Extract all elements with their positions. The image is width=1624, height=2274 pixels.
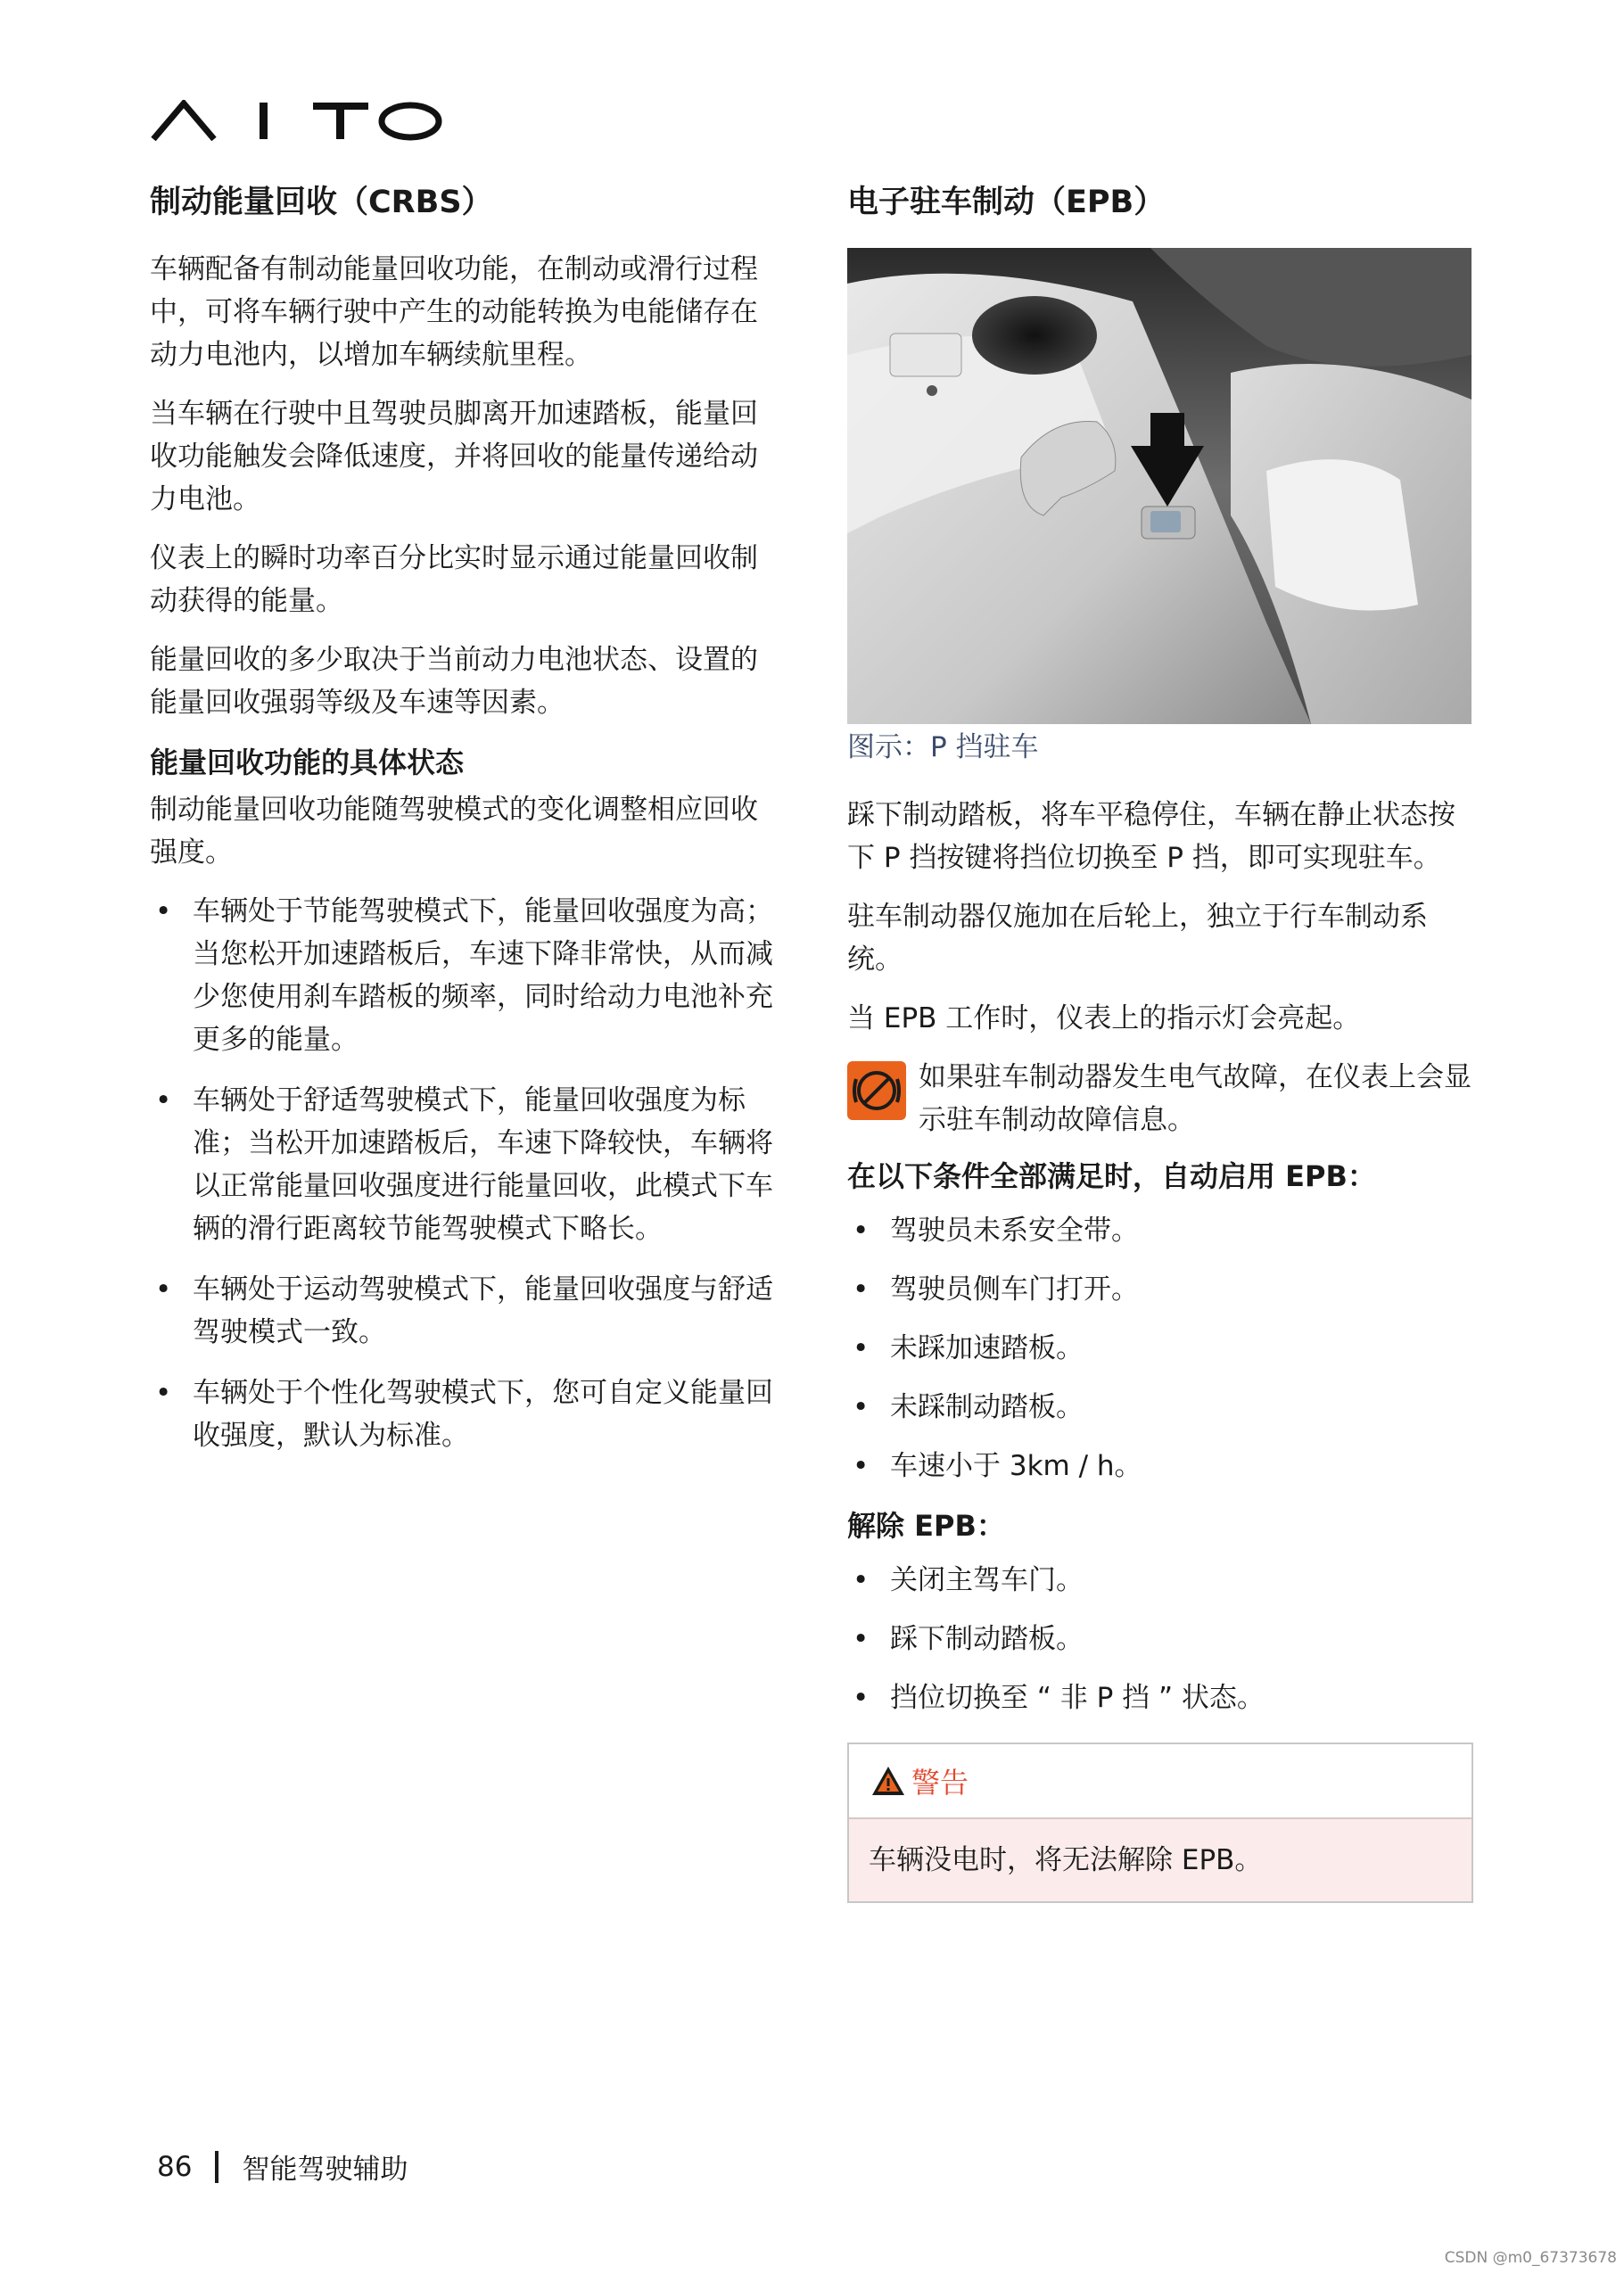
epb-paragraph: 踩下制动踏板，将车平稳停住，车辆在静止状态按下 P 挡按键将挡位切换至 P 挡，即可实现驻车。 xyxy=(847,799,1455,874)
list-item-text: 车辆处于节能驾驶模式下，能量回收强度为高；当您松开加速踏板后，车速下降非常快，从而减少您使用刹车踏板的频率，同时给动力电池补充更多的能量。 xyxy=(193,895,773,1056)
list-item xyxy=(150,1372,774,1457)
bullet-dot: • xyxy=(853,1450,870,1482)
release-epb-steps xyxy=(847,1559,1473,1719)
bullet-dot: • xyxy=(853,1273,870,1306)
bullet-dot: • xyxy=(155,1377,172,1409)
bullet-dot: • xyxy=(853,1682,870,1714)
list-item xyxy=(847,1327,1473,1370)
list-item-text: 驾驶员侧车门打开。 xyxy=(890,1273,1139,1306)
page-number: 86 xyxy=(157,2150,193,2183)
warning-box xyxy=(847,1743,1473,1903)
csdn-watermark: CSDN @m0_67373678 xyxy=(1444,2249,1617,2267)
list-item-text: 车速小于 3km / h。 xyxy=(890,1450,1142,1482)
warning-title: 警告 xyxy=(911,1766,969,1800)
right-column xyxy=(847,177,1473,1903)
epb-fault-text: 如果驻车制动器发生电气故障，在仪表上会显示驻车制动故障信息。 xyxy=(919,1061,1471,1136)
crbs-paragraph: 车辆配备有制动能量回收功能，在制动或滑行过程中，可将车辆行驶中产生的动能转换为电能储存在动力电池内，以增加车辆续航里程。 xyxy=(150,253,758,371)
crbs-sub-paragraph: 制动能量回收功能随驾驶模式的变化调整相应回收强度。 xyxy=(150,794,758,869)
bullet-dot: • xyxy=(853,1215,870,1247)
crbs-paragraph: 仪表上的瞬时功率百分比实时显示通过能量回收制动获得的能量。 xyxy=(150,542,758,617)
bullet-dot: • xyxy=(155,1084,172,1116)
drive-mode-list xyxy=(150,890,774,1457)
auto-epb-conditions xyxy=(847,1209,1473,1487)
bullet-dot: • xyxy=(155,895,172,927)
aito-logo xyxy=(150,100,444,141)
list-item xyxy=(847,1618,1473,1660)
epb-paragraph: 当 EPB 工作时，仪表上的指示灯会亮起。 xyxy=(847,1002,1361,1034)
list-item-text: 车辆处于运动驾驶模式下，能量回收强度与舒适驾驶模式一致。 xyxy=(193,1273,773,1348)
list-item xyxy=(150,890,774,1061)
crbs-paragraph: 能量回收的多少取决于当前动力电池状态、设置的能量回收强弱等级及车速等因素。 xyxy=(150,644,758,719)
p-gear-parking-photo xyxy=(847,248,1471,724)
list-item xyxy=(150,1268,774,1354)
warning-text: 车辆没电时，将无法解除 EPB。 xyxy=(849,1819,1471,1901)
bullet-dot: • xyxy=(155,1273,172,1306)
section-name: 智能驾驶辅助 xyxy=(242,2154,408,2186)
list-item xyxy=(847,1386,1473,1429)
figure-caption: 图示：P 挡驻车 xyxy=(847,731,1039,763)
list-item-text: 车辆处于个性化驾驶模式下，您可自定义能量回收强度，默认为标准。 xyxy=(193,1377,773,1452)
list-item xyxy=(847,1445,1473,1487)
left-column xyxy=(150,177,774,1475)
release-epb-heading: 解除 EPB： xyxy=(847,1509,1005,1543)
epb-fault-note xyxy=(847,1056,1473,1141)
warning-triangle-icon xyxy=(870,1765,906,1797)
crbs-paragraph: 当车辆在行驶中且驾驶员脚离开加速踏板，能量回收功能触发会降低速度，并将回收的能量传递给动力电池。 xyxy=(150,398,758,515)
list-item xyxy=(847,1268,1473,1311)
epb-title: 电子驻车制动（EPB） xyxy=(847,185,1166,220)
list-item-text: 关闭主驾车门。 xyxy=(890,1564,1084,1596)
warning-header xyxy=(849,1744,1471,1819)
auto-epb-heading: 在以下条件全部满足时，自动启用 EPB： xyxy=(847,1159,1376,1193)
list-item xyxy=(847,1209,1473,1252)
crbs-title: 制动能量回收（CRBS） xyxy=(150,185,493,220)
list-item-text: 驾驶员未系安全带。 xyxy=(890,1215,1139,1247)
list-item-text: 车辆处于舒适驾驶模式下，能量回收强度为标准；当松开加速踏板后，车速下降较快，车辆将以正常能量回收强度进行能量回收，此模式下车辆的滑行距离较节能驾驶模式下略长。 xyxy=(193,1084,773,1245)
bullet-dot: • xyxy=(853,1564,870,1596)
page-footer xyxy=(157,2146,408,2187)
footer-divider xyxy=(215,2151,218,2183)
bullet-dot: • xyxy=(853,1391,870,1423)
list-item-text: 未踩制动踏板。 xyxy=(890,1391,1084,1423)
list-item xyxy=(847,1677,1473,1719)
list-item xyxy=(150,1079,774,1250)
list-item xyxy=(847,1559,1473,1602)
list-item-text: 挡位切换至 “ 非 P 挡 ” 状态。 xyxy=(890,1682,1265,1714)
list-item-text: 踩下制动踏板。 xyxy=(890,1623,1084,1655)
list-item-text: 未踩加速踏板。 xyxy=(890,1332,1084,1364)
parking-brake-fault-icon xyxy=(847,1061,906,1120)
epb-paragraph: 驻车制动器仅施加在后轮上，独立于行车制动系统。 xyxy=(847,901,1428,976)
bullet-dot: • xyxy=(853,1332,870,1364)
crbs-subheading: 能量回收功能的具体状态 xyxy=(150,746,465,779)
bullet-dot: • xyxy=(853,1623,870,1655)
